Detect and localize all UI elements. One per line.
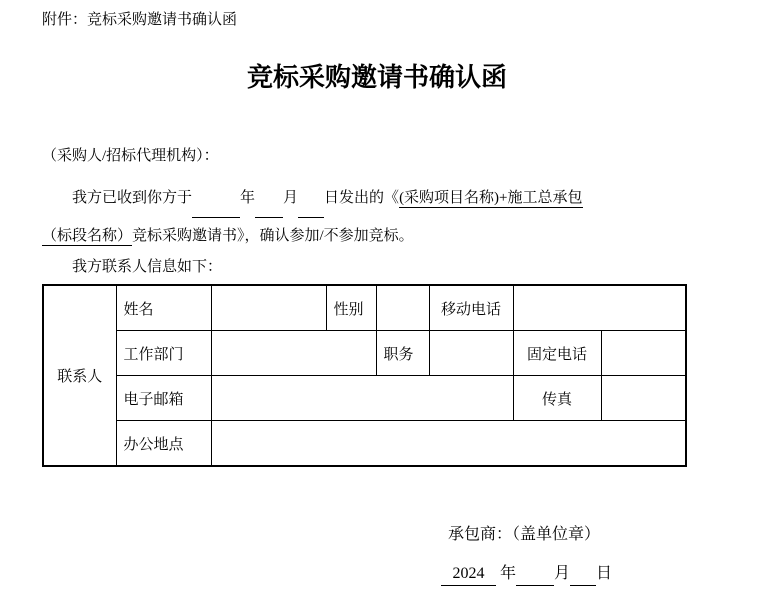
landline-label-cell: 固定电话 [513, 331, 601, 376]
fax-value-cell [601, 376, 686, 421]
text-segment: 日 [596, 565, 613, 582]
name-label-cell: 姓名 [116, 285, 211, 331]
table-row [43, 285, 686, 331]
attachment-note: 附件：竞标采购邀请书确认函 [42, 12, 238, 28]
text-segment: 我方已收到你方于 [72, 190, 193, 206]
fill-in-blank [570, 563, 596, 586]
mobile-label-cell: 移动电话 [429, 285, 513, 331]
gender-value-cell [376, 285, 429, 331]
table-row [43, 376, 686, 421]
fill-in-blank: 2024 [441, 563, 496, 586]
text-segment: 月 [554, 565, 571, 582]
email-label-cell: 电子邮箱 [116, 376, 211, 421]
contractor-signature-line: 承包商：（盖单位章） [448, 526, 601, 543]
office-label-cell: 办公地点 [116, 421, 211, 467]
contact-rowheader-cell: 联系人 [43, 285, 116, 466]
gender-label-cell: 性别 [326, 285, 376, 331]
table-row [43, 331, 686, 376]
underlined-text-segment: (采购项目名称)+施工总承包 [399, 190, 583, 206]
date-line [441, 563, 712, 586]
fill-in-blank [255, 180, 283, 218]
text-segment: 日发出的《 [324, 190, 400, 206]
underlined-text-segment: （标段名称） [42, 228, 133, 244]
fill-in-blank [192, 180, 240, 218]
fax-label-cell: 传真 [513, 376, 601, 421]
office-value-cell [211, 421, 686, 467]
mobile-value-cell [513, 285, 686, 331]
table-row [43, 421, 686, 467]
body-paragraph [42, 180, 712, 255]
name-value-cell [211, 285, 326, 331]
text-segment: 竞标采购邀请书》，确认参加/不参加竞标。 [132, 228, 414, 244]
contact-table [42, 284, 687, 467]
signature-block [42, 524, 712, 586]
department-value-cell [211, 331, 376, 376]
department-label-cell: 工作部门 [116, 331, 211, 376]
email-value-cell [211, 376, 513, 421]
fill-in-blank [516, 563, 554, 586]
position-label-cell: 职务 [376, 331, 429, 376]
landline-value-cell [601, 331, 686, 376]
contact-info-line: 我方联系人信息如下： [72, 259, 223, 275]
position-value-cell [429, 331, 513, 376]
salutation-line: （采购人/招标代理机构）： [42, 148, 219, 164]
text-segment: 月 [283, 190, 299, 206]
document-title: 竞标采购邀请书确认函 [246, 63, 507, 92]
text-segment: 年 [240, 190, 256, 206]
text-segment: 年 [496, 565, 517, 582]
fill-in-blank [298, 180, 324, 218]
